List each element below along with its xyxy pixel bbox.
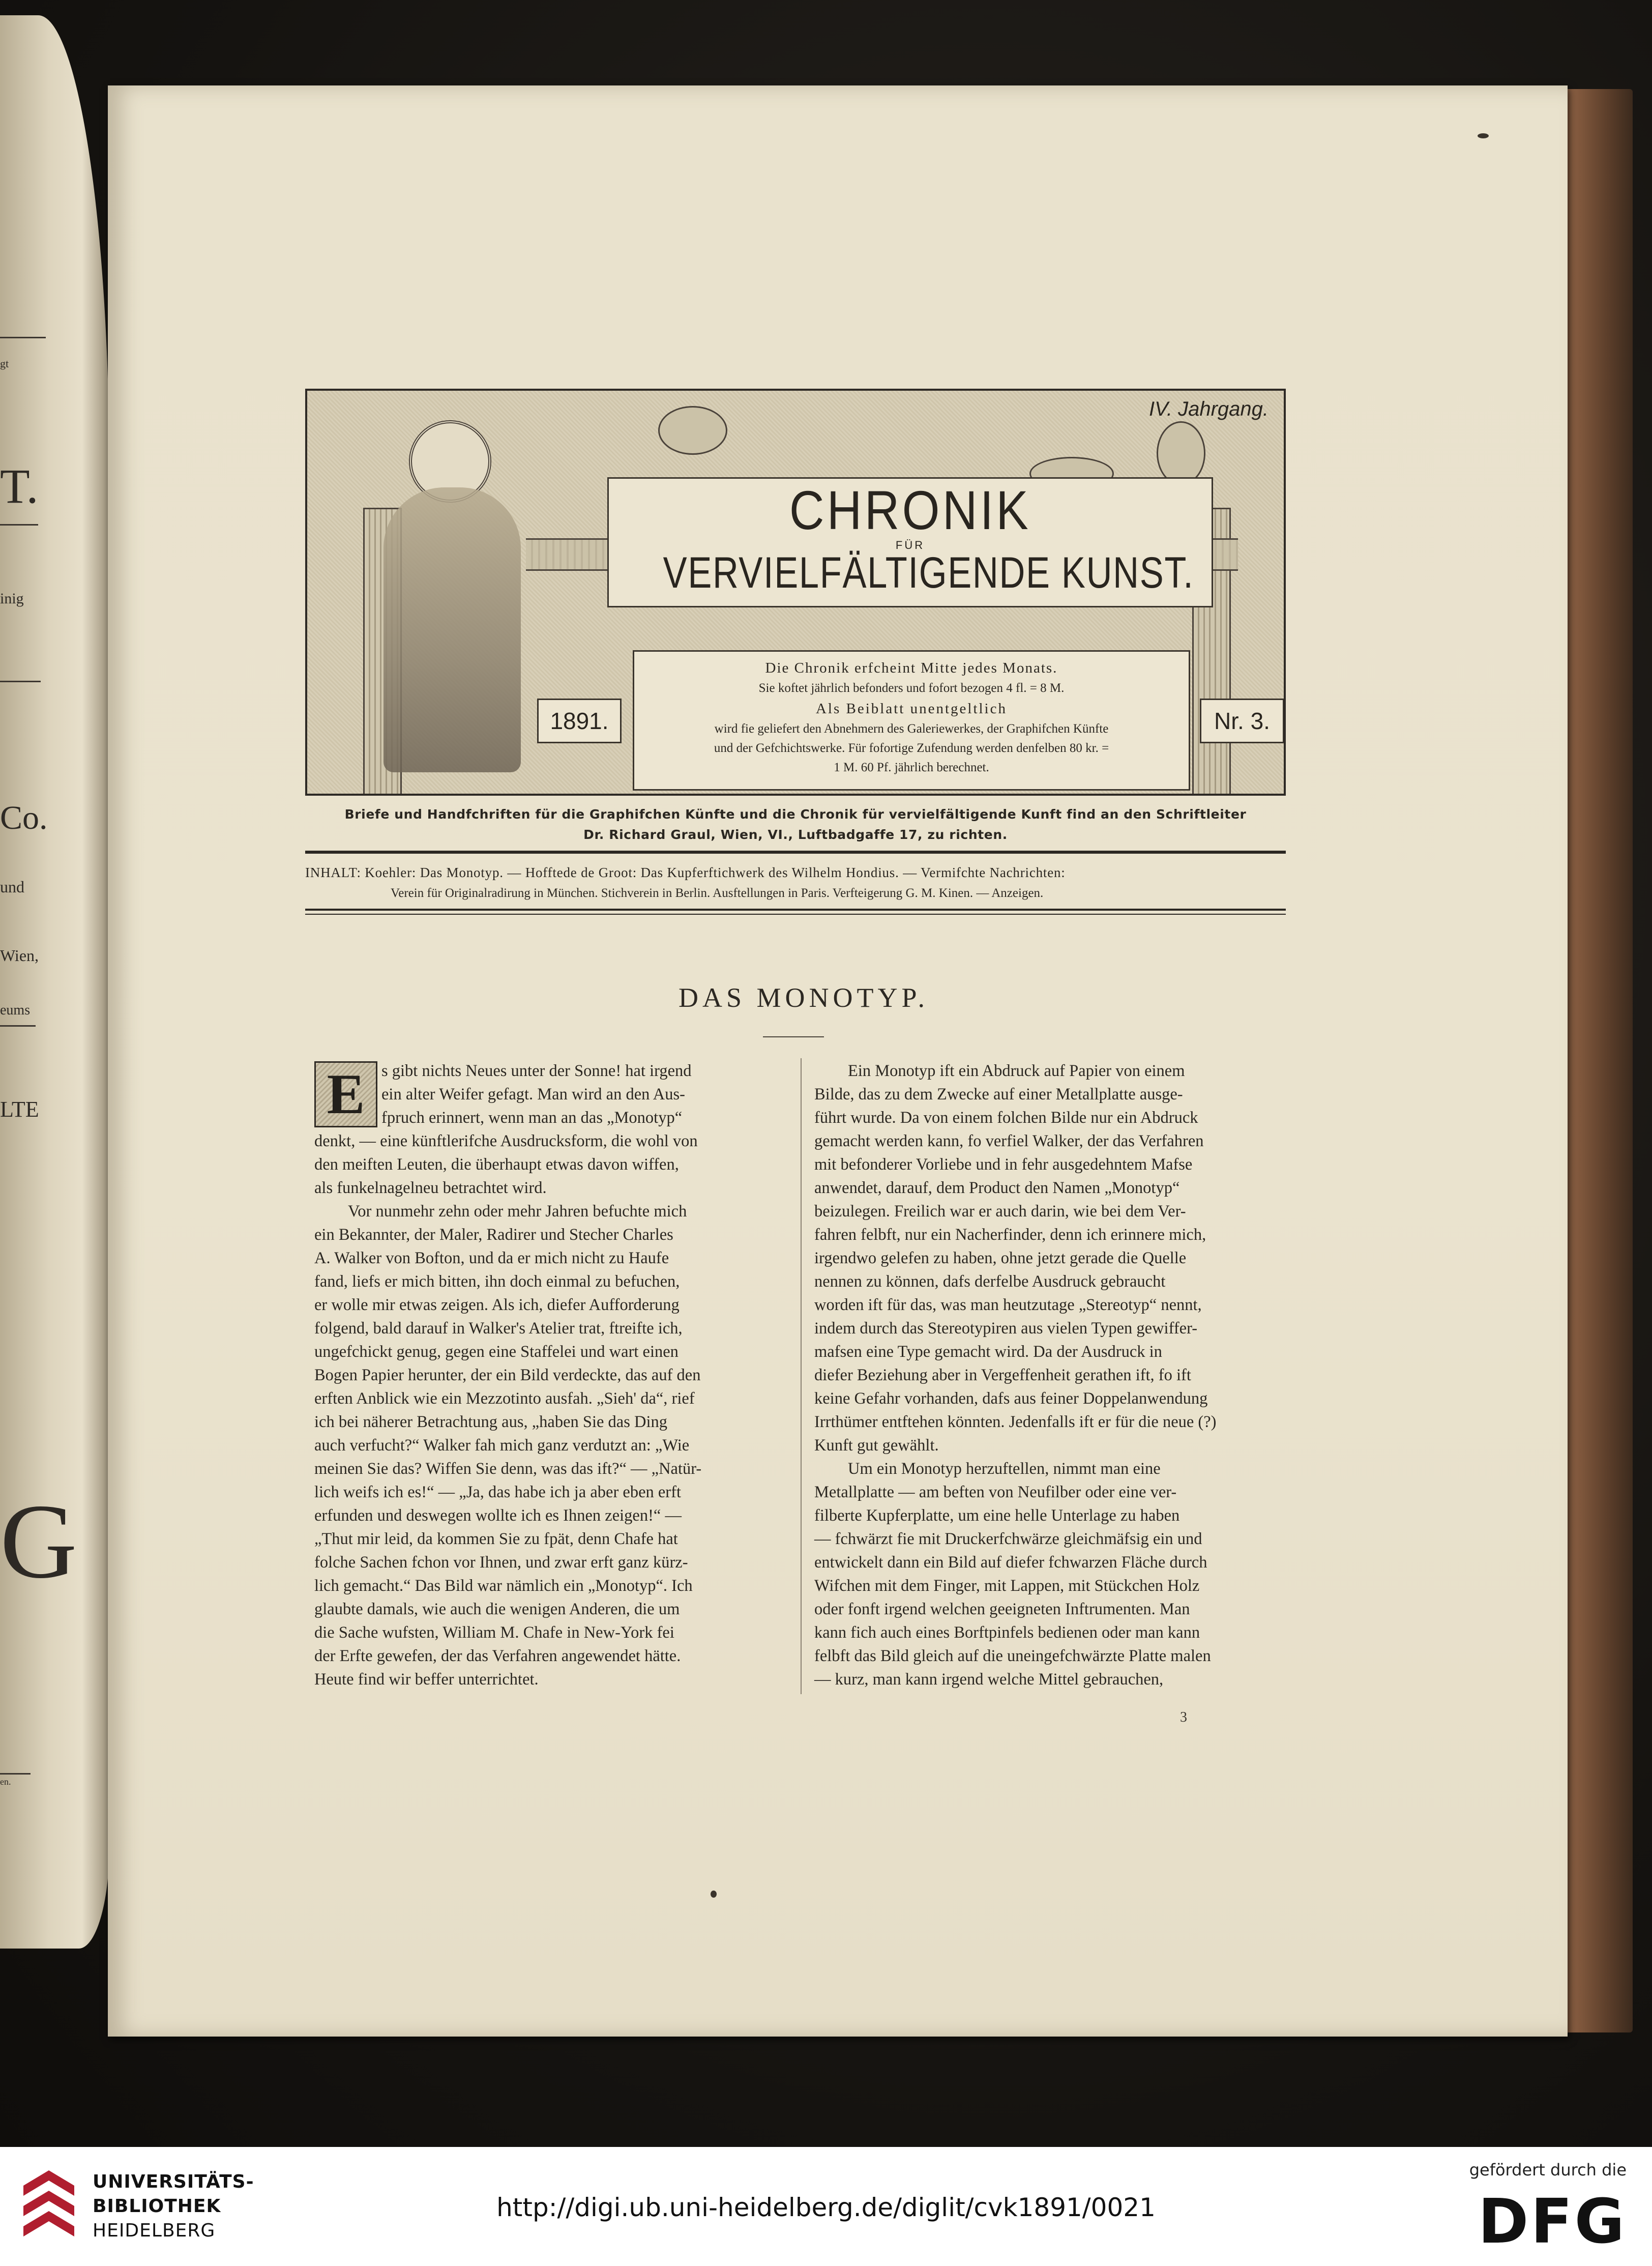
masthead-title: CHRONIK (789, 479, 1031, 541)
info-line: und der Gefchichtswerke. Für fofortige Zufendung werden denfelben 80 kr. = (714, 741, 1109, 755)
submission-notice-line: Dr. Richard Graul, Wien, VI., Luftbadgaffe 17, zu richten. (583, 827, 1008, 842)
article-line: Ein Monotyp ift ein Abdruck auf Papier von einem (848, 1062, 1185, 1080)
masthead-allegorical-figure (383, 487, 521, 772)
permalink-url[interactable]: http://digi.ub.uni-heidelberg.de/diglit/cvk1891/0021 (496, 2193, 1156, 2222)
masthead-cherub-ornament (658, 406, 727, 455)
article-line: fahren felbft, nur ein Nacherfinder, denn ich erinnere mich, (814, 1226, 1206, 1244)
page-number: 3 (1180, 1709, 1187, 1725)
article-line: fand, liefs er mich bitten, ihn doch einmal zu befuchen, (314, 1272, 680, 1291)
left-page-fragment: LTE (0, 1097, 39, 1122)
article-line: fpruch erinnert, wenn man an das „Monotyp“ (381, 1109, 683, 1127)
article-line: lich weifs ich es!“ — „Ja, das habe ich ja aber eben erft (314, 1483, 681, 1501)
article-line: kann fich auch eines Borftpinfels bedienen oder man kann (814, 1623, 1200, 1642)
article-line: Metallplatte — am beften von Neufilber oder eine ver- (814, 1483, 1177, 1501)
left-page-fragment: gt (0, 357, 9, 370)
article-line: indem durch das Stereotypiren aus vielen Typen gewiffer- (814, 1319, 1198, 1338)
left-page-rule (0, 681, 41, 682)
page-mark (1478, 133, 1489, 138)
library-name-line: UNIVERSITÄTS- (93, 2171, 254, 2192)
article-line: ein alter Weifer gefagt. Man wird an den Aus- (381, 1085, 685, 1103)
masthead-issue-number: Nr. 3. (1200, 699, 1284, 743)
article-line: anwendet, darauf, dem Product den Namen „Monotyp“ (814, 1179, 1180, 1197)
article-line: Bogen Papier herunter, der ein Bild verdeckte, das auf den (314, 1366, 701, 1384)
notice-rule (305, 851, 1286, 854)
page-speck (711, 1891, 717, 1898)
article-line: die Sache wufsten, William M. Chafe in New-York fei (314, 1623, 674, 1642)
left-page-fragment: Co. (0, 799, 48, 836)
article-line: „Thut mir leid, da kommen Sie zu fpät, denn Chafe hat (314, 1530, 678, 1548)
left-page-rule (0, 524, 38, 526)
article-line: irgendwo gelefen zu haben, ohne jetzt gerade die Quelle (814, 1249, 1187, 1267)
left-page-fragment: und (0, 878, 24, 896)
article-title: DAS MONOTYP. (678, 982, 929, 1013)
left-page-fragment: inig (0, 590, 24, 607)
masthead-info-panel (633, 650, 1190, 791)
article-line: diefer Beziehung aber in Vergeffenheit gerathen ift, fo ift (814, 1366, 1191, 1384)
info-line: 1 M. 60 Pf. jährlich berechnet. (834, 761, 989, 774)
contents-line: Verein für Originalradirung in München. Stichverein in Berlin. Ausftellungen in Paris. Verfteigerung G. M. Kinen. — Anzeigen. (391, 886, 1044, 900)
article-line: der Erfte gewefen, der das Verfahren angewendet hätte. (314, 1647, 681, 1665)
masthead-subtitle: VERVIELFÄLTIGENDE KUNST. (663, 548, 1194, 597)
article-column-left (314, 1059, 787, 1691)
article-line: gemacht werden kann, fo verfiel Walker, der das Verfahren (814, 1132, 1204, 1150)
article-line: Bilde, das zu dem Zwecke auf einer Metallplatte ausge- (814, 1085, 1183, 1103)
library-name-line: BIBLIOTHEK (93, 2196, 221, 2217)
article-line: Kunft gut gewählt. (814, 1436, 939, 1455)
masthead-fuer: FÜR (895, 539, 925, 551)
info-line: Die Chronik erfcheint Mitte jedes Monats. (765, 660, 1058, 676)
column-divider (801, 1058, 802, 1694)
article-line: Vor nunmehr zehn oder mehr Jahren befuchte mich (348, 1202, 687, 1221)
article-line: denkt, — eine künftlerifche Ausdrucksform, die wohl von (314, 1132, 698, 1150)
article-line: lich gemacht.“ Das Bild war nämlich ein „Monotyp“. Ich (314, 1577, 693, 1595)
article-line: mit befonderer Vorliebe und in fehr ausgedehntem Mafse (814, 1155, 1193, 1174)
left-page-rule (0, 337, 46, 338)
article-line: ein Bekannter, der Maler, Radirer und Stecher Charles (314, 1226, 673, 1244)
info-line: wird fie geliefert den Abnehmern des Galeriewerkes, der Graphifchen Künfte (714, 722, 1109, 736)
article-line: führt wurde. Da von einem folchen Bilde nur ein Abdruck (814, 1109, 1198, 1127)
article-line: beizulegen. Freilich war er auch darin, wie bei dem Ver- (814, 1202, 1186, 1221)
article-line: glaubte damals, wie auch die wenigen Anderen, die um (314, 1600, 680, 1618)
article-line: felbft das Bild gleich auf die uneingefchwärzte Platte malen (814, 1647, 1211, 1665)
contents-rule (305, 914, 1286, 915)
article-line: worden ift für das, was man heutzutage „Stereotyp“ nennt, (814, 1296, 1202, 1314)
article-line: erfunden und deswegen wollte ich es Ihnen zeigen!“ — (314, 1506, 682, 1525)
article-line: filberte Kupferplatte, um eine helle Unterlage zu haben (814, 1506, 1180, 1525)
article-line: — fchwärzt fie mit Druckerfchwärze gleichmäfsig ein und (814, 1530, 1202, 1548)
submission-notice-line: Briefe und Handfchriften für die Graphifchen Künfte und die Chronik für vervielfältigende Kunft find an den Schriftleiter (344, 807, 1247, 822)
article-line: Heute find wir beffer unterrichtet. (314, 1670, 539, 1689)
article-line: entwickelt dann ein Bild auf diefer fchwarzen Fläche durch (814, 1553, 1207, 1572)
masthead-volume: IV. Jahrgang. (1149, 398, 1268, 420)
article-line: auch verfucht?“ Walker fah mich ganz verdutzt an: „Wie (314, 1436, 690, 1455)
article-line: Wifchen mit dem Finger, mit Lappen, mit Stückchen Holz (814, 1577, 1200, 1595)
funding-label: gefördert durch die (1469, 2160, 1627, 2180)
article-line: folche Sachen fchon vor Ihnen, und zwar erft ganz kürz- (314, 1553, 688, 1572)
masthead (305, 389, 1286, 796)
dfg-logo: DFG (1478, 2187, 1627, 2257)
initial-letter: E (314, 1061, 377, 1127)
masthead-year: 1891. (537, 699, 622, 743)
masthead-vase-ornament (1157, 421, 1205, 485)
contents-line: INHALT: Koehler: Das Monotyp. — Hofftede de Groot: Das Kupferftichwerk des Wilhelm Hondius. — Vermifchte Nachrichten: (305, 865, 1066, 880)
article-line: Irrthümer entftehen könnten. Jedenfalls ift er für die neue (?) (814, 1413, 1217, 1431)
left-page-fragment: en. (0, 1777, 11, 1787)
info-line: Sie koftet jährlich befonders und fofort bezogen 4 fl. = 8 M. (758, 681, 1065, 695)
article-column-right (814, 1059, 1287, 1691)
article-line: oder fonft irgend welchen geeigneten Inftrumenten. Man (814, 1600, 1190, 1618)
article-line: als funkelnagelneu betrachtet wird. (314, 1179, 547, 1197)
article-line: erften Anblick wie ein Mezzotinto ausfah. „Sieh' da“, rief (314, 1389, 695, 1408)
article-line: ungefchickt genug, gegen eine Staffelei und wart einen (314, 1343, 678, 1361)
article-line: den meiften Leuten, die überhaupt etwas davon wiffen, (314, 1155, 679, 1174)
left-page-fragment: Wien, (0, 946, 39, 965)
masthead-title-panel (607, 477, 1213, 607)
article-line: meinen Sie das? Wiffen Sie denn, was das ift?“ — „Natür- (314, 1460, 702, 1478)
contents-rule (305, 909, 1286, 911)
article-line: — kurz, man kann irgend welche Mittel gebrauchen, (814, 1670, 1164, 1689)
article-line: keine Gefahr vorhanden, dafs aus feiner Doppelanwendung (814, 1389, 1208, 1408)
library-name-line: HEIDELBERG (93, 2220, 216, 2241)
info-line: Als Beiblatt unentgeltlich (815, 701, 1007, 717)
left-page-rule (0, 1773, 31, 1775)
article-line: er wolle mir etwas zeigen. Als ich, diefer Aufforderung (314, 1296, 680, 1314)
article-line: folgend, bald darauf in Walker's Atelier trat, ftreifte ich, (314, 1319, 683, 1338)
left-page-fragment: T. (0, 459, 39, 513)
left-page-rule (0, 1025, 36, 1027)
article-line: ich bei näherer Betrachtung aus, „haben Sie das Ding (314, 1413, 667, 1431)
article-line: nennen zu können, dafs derfelbe Ausdruck gebraucht (814, 1272, 1166, 1291)
left-page-edge (0, 15, 109, 1949)
article-line: A. Walker von Bofton, und da er mich nicht zu Haufe (314, 1249, 669, 1267)
article-line: mafsen eine Type gemacht wird. Da der Ausdruck in (814, 1343, 1162, 1361)
article-line: Um ein Monotyp herzuftellen, nimmt man eine (848, 1460, 1161, 1478)
digitization-footer (0, 2147, 1652, 2266)
title-rule (763, 1036, 824, 1037)
article-line: s gibt nichts Neues unter der Sonne! hat irgend (381, 1062, 692, 1080)
left-page-fragment: eums (0, 1002, 31, 1018)
left-page-fragment: G (0, 1483, 77, 1601)
